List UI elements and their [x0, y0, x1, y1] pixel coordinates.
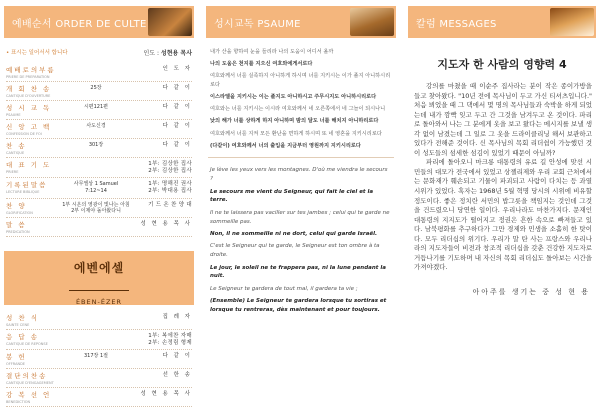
psalm-korean [210, 48, 392, 150]
order-item-korean: 신 앙 고 백 [6, 123, 52, 131]
order-row [6, 330, 192, 350]
order-list-second [6, 311, 192, 407]
order-item-french: PRIERE [6, 170, 19, 174]
order-item-detail [52, 332, 140, 333]
order-item-korean: 개 회 찬 송 [6, 85, 52, 93]
order-item-detail [52, 390, 140, 391]
order-item-korean: 찬 양 [6, 201, 27, 210]
order-row [6, 158, 192, 178]
order-item-leader: 다 같 이 [162, 85, 192, 91]
psalm-divider [208, 157, 394, 158]
order-list [6, 63, 192, 237]
psalm-verse-french: (Ensemble) Le Seigneur te gardera lorsque tu sortiras et lorsque tu rentreras, dès maintenant et pour toujours. [210, 298, 387, 313]
psalm-header [206, 6, 396, 38]
order-row [6, 369, 192, 388]
message-body [414, 82, 592, 273]
order-item-label [6, 160, 52, 174]
order-of-worship-column [0, 0, 198, 420]
order-item-detail: 25장 [90, 85, 102, 91]
order-item-korean: 봉 헌 [6, 352, 27, 361]
order-item-korean: 결단의찬송 [6, 371, 48, 380]
order-item-leader: 1부: 김상한 집사 2부: 김상한 집사 [148, 161, 192, 175]
order-item-french: PRIERE DE PREPARATION [6, 75, 50, 79]
psalm-verse-korean: 여호와께서 너를 실족하지 아니하게 하시며 너를 지키시는 이가 졸지 아니하시리로다 [210, 73, 391, 88]
order-item-leader: 기 드 온 찬 양 대 [148, 201, 192, 208]
order-item-french: CANTIQUE DE REPONSE [6, 341, 48, 346]
psalm-header-title: 성시교독 PSAUME [214, 19, 301, 30]
order-header [4, 6, 194, 38]
order-item-korean: 강 복 선 언 [6, 390, 52, 399]
order-item-label [6, 390, 52, 404]
order-item-korean: 기록된말씀 [6, 181, 48, 190]
order-item-leader: 다 같 이 [162, 352, 192, 359]
psalm-verse-korean: 여호와는 너를 지키시는 이시라 여호와께서 네 오른쪽에서 네 그늘이 되시나니 [210, 106, 386, 113]
psalm-verse-korean: 나의 도움은 천지를 지으신 여호와에게서로다 [210, 61, 313, 68]
order-item-label [6, 220, 52, 234]
order-row [6, 350, 192, 369]
order-item-label [6, 332, 52, 346]
psalm-french [210, 166, 392, 314]
order-item-korean: 성 찬 식 [6, 313, 39, 322]
psalm-verse-french: Je lève les yeux vers les montagnes. D'où me viendra le secours ? [210, 167, 388, 183]
order-row [6, 63, 192, 82]
standing-note: • 표시는 일어서서 합니다 [6, 50, 68, 56]
ebenezer-subtitle: ÉBEN-ÉZER [75, 297, 123, 306]
order-item-label [6, 313, 52, 327]
order-item-french: CANTIQUE D'ENGAGEMENT [6, 380, 54, 385]
order-item-french: PSAUME [6, 113, 21, 117]
order-item-detail [52, 313, 140, 314]
ebenezer-rule [69, 290, 129, 291]
book-photo-icon [350, 8, 394, 36]
order-item-leader: 1부: 명해진 권사 2부: 박대용 집사 [148, 181, 192, 195]
message-column [404, 0, 600, 420]
order-item-detail: 사도신경 [86, 123, 106, 129]
order-item-label [6, 84, 52, 98]
order-item-leader: 선 한 송 [162, 371, 192, 378]
order-item-label [6, 141, 52, 155]
order-item-detail: 317장 1절 [84, 352, 108, 359]
order-item-french: OFFRANDE [6, 361, 25, 366]
order-item-french: CONFESSION DE FOI [6, 132, 42, 136]
preacher-label: 인도 : [143, 50, 159, 57]
order-item-french: BENEDICTION [6, 399, 31, 404]
order-item-french: SAINTE CENE [6, 322, 30, 327]
order-item-leader: 인 도 자 [162, 66, 192, 72]
order-item-detail: 사무엘상 1 Samuel 7:12~14 [73, 181, 119, 194]
order-item-leader: 집 례 자 [162, 313, 192, 320]
message-title: 지도자 한 사람의 영향력 4 [437, 58, 567, 71]
order-item-label [6, 352, 52, 366]
order-item-leader: 다 같 이 [162, 123, 192, 129]
order-row [6, 139, 192, 158]
order-item-korean: 응 답 송 [6, 332, 39, 341]
order-row [6, 101, 192, 120]
order-row [6, 311, 192, 330]
order-item-label [6, 103, 52, 117]
ebenezer-band [4, 251, 194, 305]
psalm-verse-korean: 여호와께서 너를 지켜 모든 환난을 면하게 하시며 또 네 영혼을 지키시리로다 [210, 130, 382, 137]
order-header-title: 예배순서 ORDER DE CULTE [12, 19, 147, 30]
message-paragraph: 강의를 마쳤을 때 이순주 집사라는 분이 작은 종이가방을 들고 찾아왔다. "10년 전에 목사님이 두고 가신 티셔츠입니다." 처음 뵈었을 때 그 댁에서 몇 명의 목사님들과 숙박을 하게 되었는데 내가 깜빡 잊고 두고 간 그것을 남겨두고 온 것이다. 파리로 돌아와서 나는 그 분에게 옷을 보고 왔다는 메시지를 보낼 생각 없이 남겼는데 그 일로 그 옷을 드라이클리닝 해서 보관하고 있다가 전해준 것이다. 신 목사님의 목회 리더쉽이 가능했던 것이 성도들의 섬세한 섬김이 있었기 때문이 아닐까? [414, 82, 592, 157]
psalm-verse-french: Le secours me vient du Seigneur, qui fait le ciel et la terre. [210, 188, 374, 204]
order-item-french: LECTURE BIBLIQUE [6, 190, 40, 195]
order-item-korean: 말 씀 [6, 220, 27, 229]
order-item-detail [52, 65, 140, 66]
psalm-verse-korean: (다같이) 여호와께서 너의 출입을 지금부터 영원까지 지키시리로다 [210, 142, 361, 149]
message-header [408, 6, 596, 38]
message-signature: 아아주를 생기는 중 성 현 용 [472, 287, 590, 296]
order-item-label [6, 180, 52, 194]
order-item-korean: 예배로의부름 [6, 66, 56, 74]
order-item-detail [52, 371, 140, 372]
order-item-leader: 다 같 이 [162, 142, 192, 148]
order-item-french: CANTIQUE [6, 151, 25, 155]
coffee-cup-photo-icon [550, 8, 594, 36]
order-item-korean: 찬 송 [6, 142, 27, 150]
order-row [6, 178, 192, 198]
order-item-leader: 성 현 용 목 사 [140, 390, 192, 397]
order-item-detail [52, 160, 140, 161]
order-item-label [6, 201, 52, 215]
psalm-verse-korean: 내가 산을 향하여 눈을 들리라 나의 도움이 어디서 올까 [210, 49, 334, 55]
order-item-french: CANTIQUE D'OUVERTURE [6, 94, 51, 98]
order-row [6, 218, 192, 237]
preacher-line [6, 48, 192, 57]
order-item-korean: 성 시 교 독 [6, 104, 52, 112]
message-paragraph: 파리에 돌아오니 마크롱 대통령의 유료 길 안성에 맞선 시민들의 대모가 전국에서 있었고 상젤리제와 우리 교회 근처에서는 문화재가 훼손되고 기물이 파괴되고 사람이 다치는 등 과열 시위가 있었다. 혹자는 1968년 5월 혁명 당시의 시위에 비유할 정도이다. 좋은 정치란 서민의 밥그릇을 책임지는 것인데 그것을 건드렸으니 당연한 일이다. 우리나라도 마찬가지다. 문재인 대통령의 지지도가 떨어지고 정권은 흔한 속으로 빠져들고 있다. 남북평화를 추구하다가 그만 경제와 민생을 소홀히 한 탓이다. 모두 리더십의 위기다. 우리가 말 탄 사는 프랑스와 우리나라의 지도자들이 비전과 창조적 리더십을 갖춘 건강한 지도자로 거듭나기를 기도하며 내 자신의 목회 리더십도 돌아보는 시간을 가져야겠다. [414, 158, 592, 272]
order-item-korean: 대 표 기 도 [6, 161, 52, 169]
order-item-detail: 1부 시온의 영광이 빛나는 아침 2부 이제야 돌아왔다니 [62, 201, 130, 215]
candle-photo-icon [148, 8, 192, 36]
order-item-leader: 성 현 용 목 사 [140, 220, 192, 227]
psalm-column [202, 0, 400, 420]
order-item-detail: 301장 [88, 142, 104, 148]
psalm-verse-french: Le Seigneur te gardera de tout mal, il gardera ta vie ; [210, 285, 358, 292]
order-row [6, 388, 192, 407]
psalm-verse-french: Il ne te laissera pas vaciller sur tes jambes ; celui qui te garde ne sommeille pas. [210, 209, 390, 225]
order-item-french: PREDICATION [6, 229, 30, 234]
psalm-verse-french: Le jour, le soleil ne te frappera pas, ni la lune pendant la nuit. [210, 264, 386, 280]
psalm-verse-french: Non, il ne sommeille ni ne dort, celui qui garde Israël. [210, 230, 378, 237]
order-row [6, 120, 192, 139]
order-item-detail: 시편121편 [83, 104, 109, 110]
psalm-verse-korean: 낮의 해가 너를 상하게 하지 아니하며 밤의 달도 너를 해치지 아니하리로다 [210, 118, 379, 125]
order-row [6, 199, 192, 218]
preacher-info [143, 48, 192, 57]
ebenezer-title: 에벤에셀 [73, 260, 125, 275]
order-item-label [6, 122, 52, 136]
order-item-label [6, 371, 52, 385]
order-item-label [6, 65, 56, 79]
order-row [6, 82, 192, 101]
order-item-french: GLORIFICATION [6, 210, 33, 215]
order-item-detail [52, 220, 140, 221]
preacher-name: 성현용 목사 [160, 50, 192, 57]
message-header-title: 칼럼 MESSAGES [416, 19, 497, 30]
psalm-verse-french: C'est le Seigneur qui te garde, le Seigneur est ton ombre à ta droite. [210, 243, 380, 259]
psalm-verse-korean: 이스라엘을 지키시는 이는 졸지도 아니하시고 주무시지도 아니하시리로다 [210, 94, 377, 101]
order-item-leader: 다 같 이 [162, 104, 192, 110]
order-item-leader: 1부: 복에찬 자매 2부: 손정림 형제 [148, 332, 192, 346]
